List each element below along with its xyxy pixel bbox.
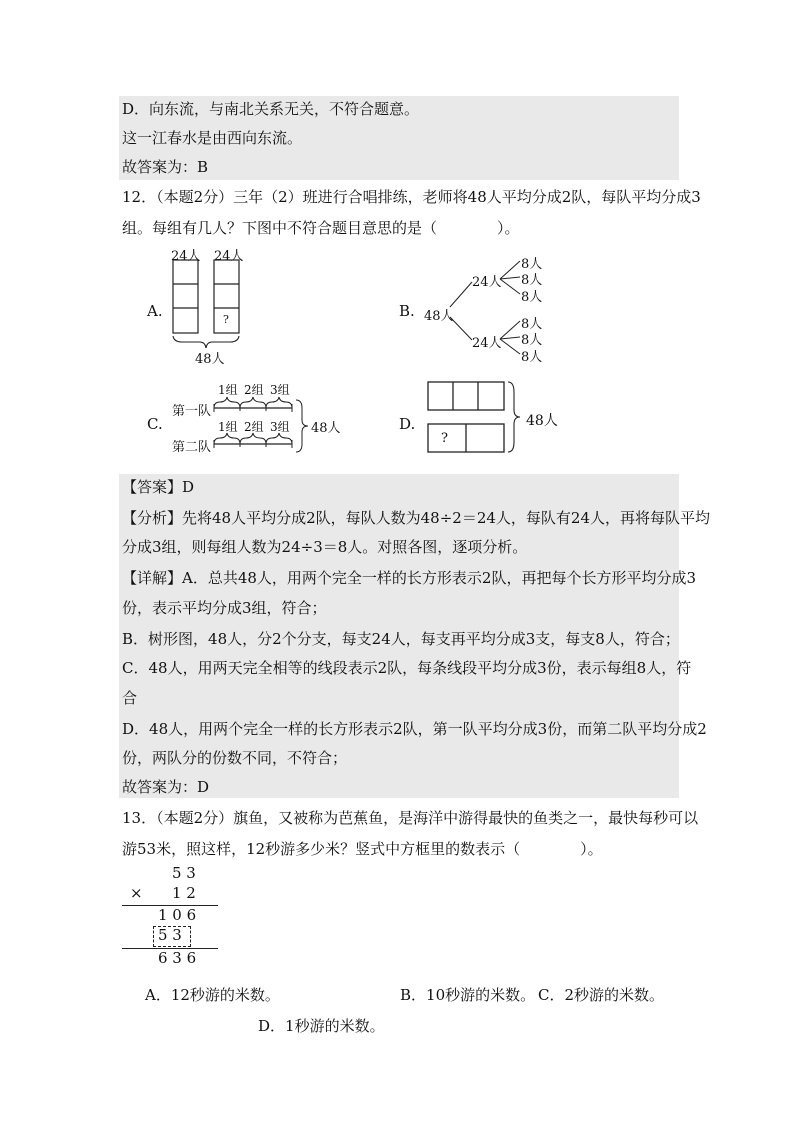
q12-stem-line2: 组。每组有几人？下图中不符合题目意思的是（ ）。 [122,219,520,237]
q12-analysis-line1: 【分析】先将48人平均分成2队，每队人数为48÷2＝24人，每队有24人，再将每队平均 [122,509,711,527]
fig-c-group-label: 2组 [244,420,264,434]
fig-c-group-label: 2组 [244,383,264,397]
q13-option-d[interactable]: D．1秒游的米数。 [258,1017,385,1035]
fig-c-group-label: 1组 [218,420,238,434]
fig-d-unknown: ? [441,431,448,446]
fig-b-mid2: 24人 [472,336,502,351]
fig-a-col1-label: 24人 [171,249,201,264]
q13-option-b[interactable]: B．10秒游的米数。 [400,986,536,1004]
prev-solution-conclusion: 这一江春水是由西向东流。 [122,129,303,147]
fig-b-leaf: 8人 [521,317,543,332]
q12-final-answer: 故答案为：D [122,778,210,796]
fig-c-total: 48人 [311,421,341,436]
fig-d-diagram [424,378,524,458]
vm-multiplier: 1 2 [172,884,196,902]
fig-c-group-label: 1组 [218,383,238,397]
fig-b-letter: B. [399,302,415,320]
fig-b-leaf: 8人 [521,333,543,348]
q12-analysis-line2: 分成3组，则每组人数为24÷3＝8人。对照各图，逐项分析。 [122,538,528,556]
fig-c-team1: 第一队 [172,404,212,419]
q12-stem-line1: 12．（本题2分）三年（2）班进行合唱排练，老师将48人平均分成2队，每队平均分成3 [122,188,701,206]
fig-d-letter: D. [399,415,416,433]
fig-a-letter: A. [147,302,163,320]
fig-c-segments [210,394,320,458]
fig-a-col2-label: 24人 [214,249,244,264]
prev-solution-answer: 故答案为：B [122,158,209,176]
q12-detail-line5: 合 [122,689,138,707]
fig-c-team2: 第二队 [172,440,212,455]
fig-b-leaf: 8人 [521,350,543,365]
fig-a-total: 48人 [195,352,225,367]
q13-stem-line1: 13．（本题2分）旗鱼，又被称为芭蕉鱼，是海洋中游得最快的鱼类之一，最快每秒可以 [122,809,699,827]
q12-detail-line6: D．48人，用两个完全一样的长方形表示2队，第一队平均分成3份，而第二队平均分成2 [122,720,707,738]
vm-partial-product-1: 1 0 6 [158,906,197,924]
q13-stem-line2: 游53米，照这样，12秒游多少米？竖式中方框里的数表示（ ）。 [122,840,603,858]
fig-b-leaf: 8人 [521,290,543,305]
fig-c-group-label: 3组 [270,420,290,434]
vm-times-sign: × [130,884,143,902]
q12-detail-line3: B．树形图，48人，分2个分支，每支24人，每支再平均分成3支，每支8人，符合； [122,630,680,648]
fig-d-total: 48人 [526,413,558,429]
fig-a-unknown: ? [223,313,229,326]
fig-b-leaf: 8人 [521,257,543,272]
fig-a-diagram [168,258,248,358]
prev-solution-line-d: D．向东流，与南北关系无关，不符合题意。 [122,100,420,118]
q12-detail-line2: 份，表示平均分成3组，符合； [122,599,327,617]
q12-detail-line4: C．48人，用两天完全相等的线段表示2队，每条线段平均分成3份，表示每组8人，符 [122,659,692,677]
vm-product: 6 3 6 [158,949,197,967]
q13-option-a[interactable]: A．12秒游的米数。 [145,986,280,1004]
q13-option-c[interactable]: C．2秒游的米数。 [538,986,665,1004]
q12-answer: 【答案】D [122,478,195,496]
vm-multiplicand: 5 3 [172,864,196,882]
fig-b-mid1: 24人 [472,275,502,290]
q12-detail-line7: 份，两队分的份数不同，不符合； [122,749,348,767]
fig-c-group-label: 3组 [270,383,290,397]
fig-b-root: 48人 [424,309,454,324]
q12-detail-line1: 【详解】A．总共48人，用两个完全一样的长方形表示2队，再把每个长方形平均分成3 [122,569,697,587]
fig-c-letter: C. [147,415,163,433]
vm-boxed-partial-product: 5 3 [158,926,182,944]
fig-b-leaf: 8人 [521,273,543,288]
